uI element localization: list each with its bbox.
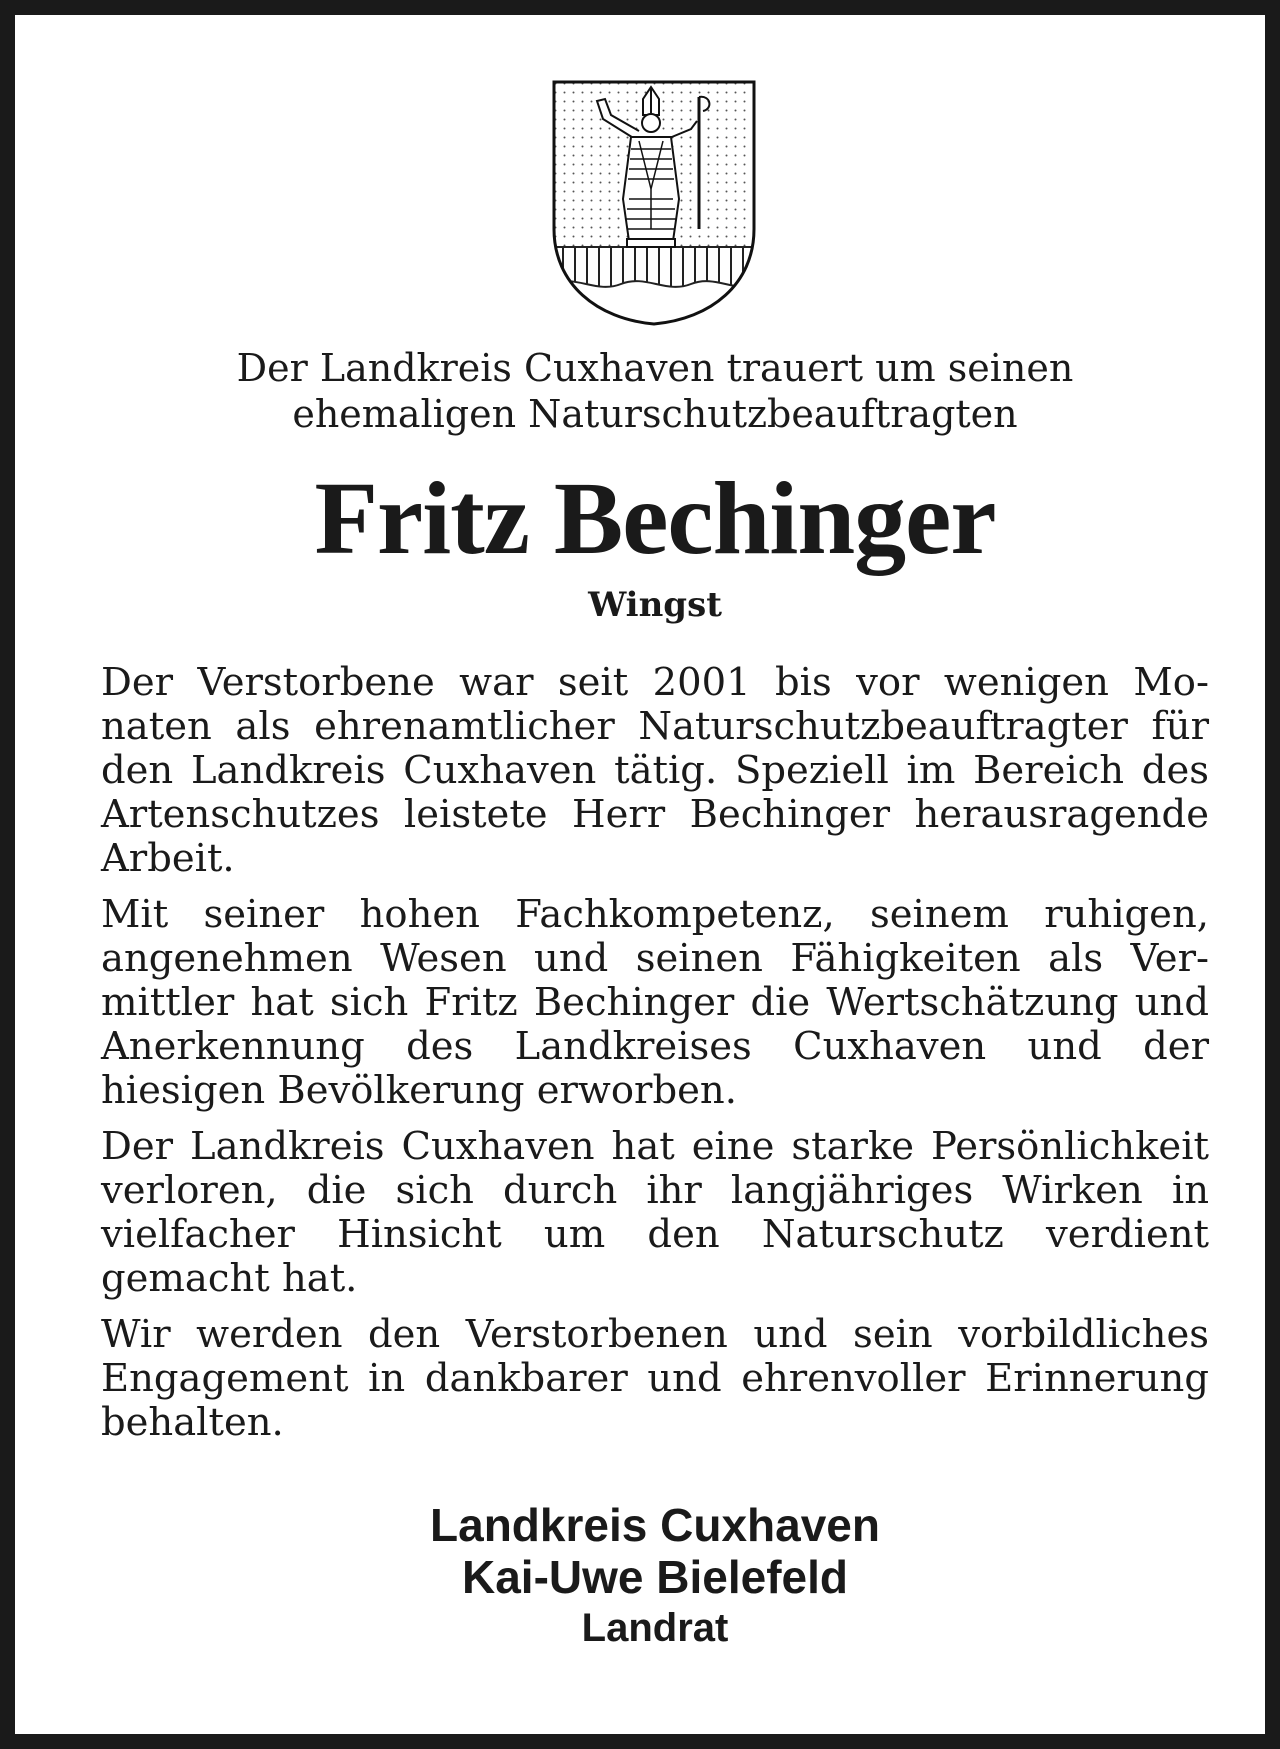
intro-text (75, 345, 1235, 437)
signature-title: Landrat (581, 1606, 729, 1650)
body-paragraph-1: Der Verstorbene war seit 2001 bis vor wenigen Monaten als ehrenamtlicher Naturschutzbeauftragter für den Landkreis Cuxhaven tätig. Speziell im Bereich des Artenschutzes leistete Herr Bechinger herausragende Arbeit. (101, 660, 1209, 881)
coat-of-arms-icon (551, 79, 757, 327)
intro-line-2: ehemaligen Naturschutzbeauftragten (292, 392, 1018, 436)
body-paragraph-2: Mit seiner hohen Fachkompetenz, seinem ruhigen, angenehmen Wesen und seinen Fähigkeiten als Vermittler hat sich Fritz Bechinger die Wertschätzung und Anerkennung des Landkreises Cuxhaven und der hiesigen Bevölkerung erworben. (101, 892, 1209, 1113)
signature-organization: Landkreis Cuxhaven (430, 1499, 880, 1551)
body-paragraph-4: Wir werden den Verstorbenen und sein vorbildliches Engagement in dankbarer und ehrenvoller Erinnerung behalten. (101, 1312, 1209, 1445)
intro-line-1: Der Landkreis Cuxhaven trauert um seinen (236, 346, 1074, 390)
body-paragraph-3: Der Landkreis Cuxhaven hat eine starke Persönlichkeit verloren, die sich durch ihr langjähriges Wirken in vielfacher Hinsicht um den Naturschutz verdient gemacht hat. (101, 1124, 1209, 1301)
obituary-body (101, 661, 1209, 1457)
signature-person: Kai-Uwe Bielefeld (462, 1551, 848, 1603)
deceased-place: Wingst (588, 585, 722, 625)
deceased-name: Fritz Bechinger (314, 461, 996, 576)
signature-block (75, 1499, 1235, 1653)
